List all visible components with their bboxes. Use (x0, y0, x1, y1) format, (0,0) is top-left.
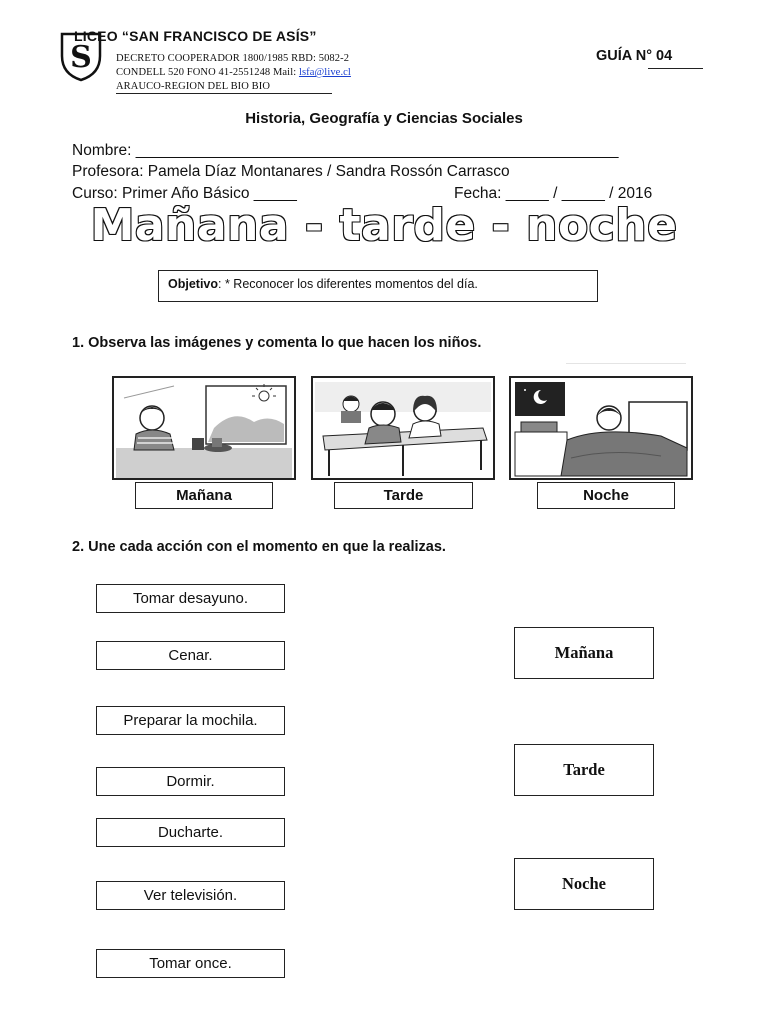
school-name: LICEO “SAN FRANCISCO DE ASÍS” (74, 28, 317, 44)
action-box[interactable]: Preparar la mochila. (96, 706, 285, 735)
school-address (116, 67, 351, 78)
action-box[interactable]: Ducharte. (96, 818, 285, 847)
logo-letter: S (70, 40, 92, 75)
teacher-field: Profesora: Pamela Díaz Montanares / Sandra Rossón Carrasco (72, 163, 510, 180)
school-address-text: CONDELL 520 FONO 41-2551248 Mail: (116, 67, 299, 78)
moment-box-afternoon[interactable]: Tarde (514, 744, 654, 796)
objective-box (158, 270, 598, 302)
header-divider (116, 93, 332, 94)
picture-morning (112, 376, 296, 480)
worksheet-title: Mañana - tarde - noche (90, 200, 678, 251)
children-school-desk-icon (313, 378, 493, 478)
question-1: 1. Observa las imágenes y comenta lo que hacen los niños. (72, 335, 482, 351)
action-box[interactable]: Tomar once. (96, 949, 285, 978)
question-2: 2. Une cada acción con el momento en que la realizas. (72, 539, 446, 555)
action-box[interactable]: Cenar. (96, 641, 285, 670)
objective-label: Objetivo (168, 277, 219, 291)
boy-breakfast-morning-icon (114, 378, 294, 478)
school-region: ARAUCO-REGION DEL BIO BIO (116, 81, 271, 92)
course-field: Curso: Primer Año Básico _____ (72, 185, 297, 202)
subject-heading: Historia, Geografía y Ciencias Sociales (245, 110, 523, 127)
boy-bed-night-icon (511, 378, 691, 478)
action-box[interactable]: Dormir. (96, 767, 285, 796)
moment-box-night[interactable]: Noche (514, 858, 654, 910)
objective-text: : * Reconocer los diferentes momentos del día. (218, 277, 478, 291)
school-email-link[interactable]: lsfa@live.cl (298, 67, 351, 78)
guide-underline (648, 68, 703, 69)
guide-number: GUÍA N° 04 (596, 48, 673, 64)
picture-afternoon (311, 376, 495, 480)
action-box[interactable]: Ver televisión. (96, 881, 285, 910)
action-box[interactable]: Tomar desayuno. (96, 584, 285, 613)
name-field: Nombre: ________________________________________________________ (72, 142, 619, 159)
picture-label-night: Noche (537, 482, 675, 509)
school-decree: DECRETO COOPERADOR 1800/1985 RBD: 5082-2 (116, 53, 350, 64)
picture-label-afternoon: Tarde (334, 482, 473, 509)
moment-box-morning[interactable]: Mañana (514, 627, 654, 679)
date-field: Fecha: _____ / _____ / 2016 (454, 185, 653, 202)
picture-label-morning: Mañana (135, 482, 273, 509)
faint-divider (566, 363, 686, 364)
picture-night (509, 376, 693, 480)
